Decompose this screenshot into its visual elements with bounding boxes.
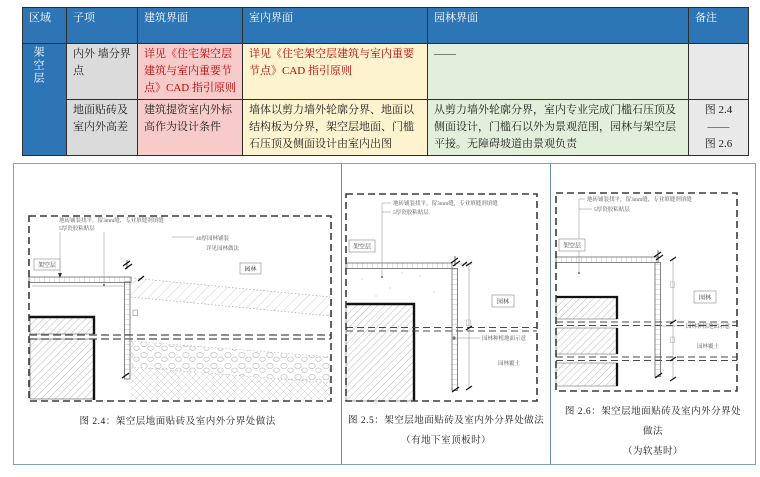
note-adhesive: 5厚瓷胶粘贴层 [594,207,630,213]
header-architecture: 建筑界面 [138,8,243,44]
caption-text: 图 2.6：架空层地面贴砖及室内外分界处做法 [564,407,742,437]
label-box-stilt-floor [349,240,375,252]
wall-block-3 [556,363,617,386]
concrete-speckle [362,272,435,296]
remark-figure-ref: 图 2.6 [704,138,733,151]
level-mark [123,260,132,269]
label-stilt-floor: 架空层 [353,244,372,251]
label-box-stilt-floor [34,259,60,270]
tile-note-leaders [60,232,104,284]
dimension-chain [670,257,676,381]
caption-text: 图 2.4：架空层地面贴砖及室内外分界处做法 [79,417,276,427]
landscape-cell: 从剪力墙外轮廓分界，室内专业完成门槛石压顶及侧面设计，门槛石以外为景观范围，园林与架空层平接。无障碍坡道由景观负责 [428,100,689,156]
note-adhesive: 5厚瓷胶粘贴层 [59,226,95,232]
caption-text: 图 2.5：架空层地面贴砖及室内外分界处做法 [348,416,545,426]
header-region: 区域 [23,8,67,44]
note-soil: 园林覆土 [498,361,521,367]
label-stilt-floor: 架空层 [563,243,582,250]
label-garden: 园林 [244,267,257,273]
leader-dot [381,276,383,278]
note-adhesive: 5厚瓷胶粘贴层 [393,210,429,216]
threshold-tile-strip [655,263,661,377]
floor-tile-strip [556,257,658,263]
slab-boundary-line [29,335,331,339]
note-paving-detail: 详见园林做法 [206,246,240,252]
figures-panel [13,163,756,465]
note-paving: 40厚园林铺装 [196,236,230,242]
region-label: 架空层 [32,46,45,85]
note-soil: 园林覆土 [697,344,720,350]
architecture-cell: 建筑提资室内外标高作为设计条件 [138,100,243,156]
note-planting: 园林种植地面示意 [482,336,527,342]
label-garden: 园林 [699,295,712,302]
remark-cell [689,100,749,156]
table-row [23,100,749,156]
wall-section-upper [29,316,95,334]
figure-2-6 [550,164,755,464]
label-box-garden [694,291,716,303]
threshold-tile-strip [452,269,458,391]
figure-2-5 [341,164,550,464]
label-box-garden [492,295,514,307]
table-header-row [23,8,749,44]
subitem-cell: 内外 墙分界点 [67,44,138,100]
note-tile: 地砖铺装找平，留3mm缝，专业填缝剂填缝 [59,218,164,224]
wall-block-2 [556,328,617,354]
leader-dot [578,272,580,274]
leader-dot [103,284,105,286]
header-subitem: 子项 [67,8,138,44]
landscape-cell: —— [428,44,689,100]
threshold-tile-strip [125,282,131,379]
figure-2-6-caption [551,402,755,462]
remark-dash: —— [707,121,730,134]
subitem-cell: 地面贴砖及室内外高差 [67,100,138,156]
note-tile: 地砖铺装找平，留3mm缝，专业填缝剂填缝 [587,197,692,203]
wall-section-lower [30,339,94,400]
floor-tile-strip [29,277,131,286]
caption-subtext: （为软基时） [623,447,684,457]
dim-text-box [133,310,138,316]
architecture-cell: 详见《住宅架空层建筑与室内重要节点》CAD 指引原则 [138,44,243,100]
floor-tile-strip [346,263,452,269]
remark-cell [689,44,749,100]
interface-spec-table [22,7,749,156]
label-box-garden [240,263,261,274]
label-stilt-floor: 架空层 [37,263,57,269]
header-landscape: 园林界面 [428,8,689,44]
note-planting: 园林种植地面示意 [686,324,731,330]
figure-2-4 [14,164,341,464]
wall-block-1 [556,296,618,319]
label-box-stilt-floor [559,239,585,251]
figure-2-4-caption [14,412,341,432]
remark-figure-ref: 图 2.4 [704,104,733,117]
header-interior: 室内界面 [243,8,428,44]
slab-section-hatch [346,303,415,401]
interior-cell: 墙体以剪力墙外轮廓分界、地面以结构板为分界，架空层地面、门槛石压顶及侧面设计由室内出图 [243,100,428,156]
dimension-chain [466,262,472,390]
garden-paving-band [131,278,331,316]
note-tile: 地砖铺装找平，留3mm缝，专业填缝剂填缝 [393,201,499,207]
caption-subtext: （有地下室顶板时） [401,436,492,446]
label-garden: 园林 [497,299,510,306]
interior-cell: 详见《住宅架空层建筑与室内重要节点》CAD 指引原则 [243,44,428,100]
header-remark: 备注 [689,8,749,44]
figure-2-5-caption [342,411,550,451]
table-row [23,44,749,100]
region-cell [23,44,67,156]
